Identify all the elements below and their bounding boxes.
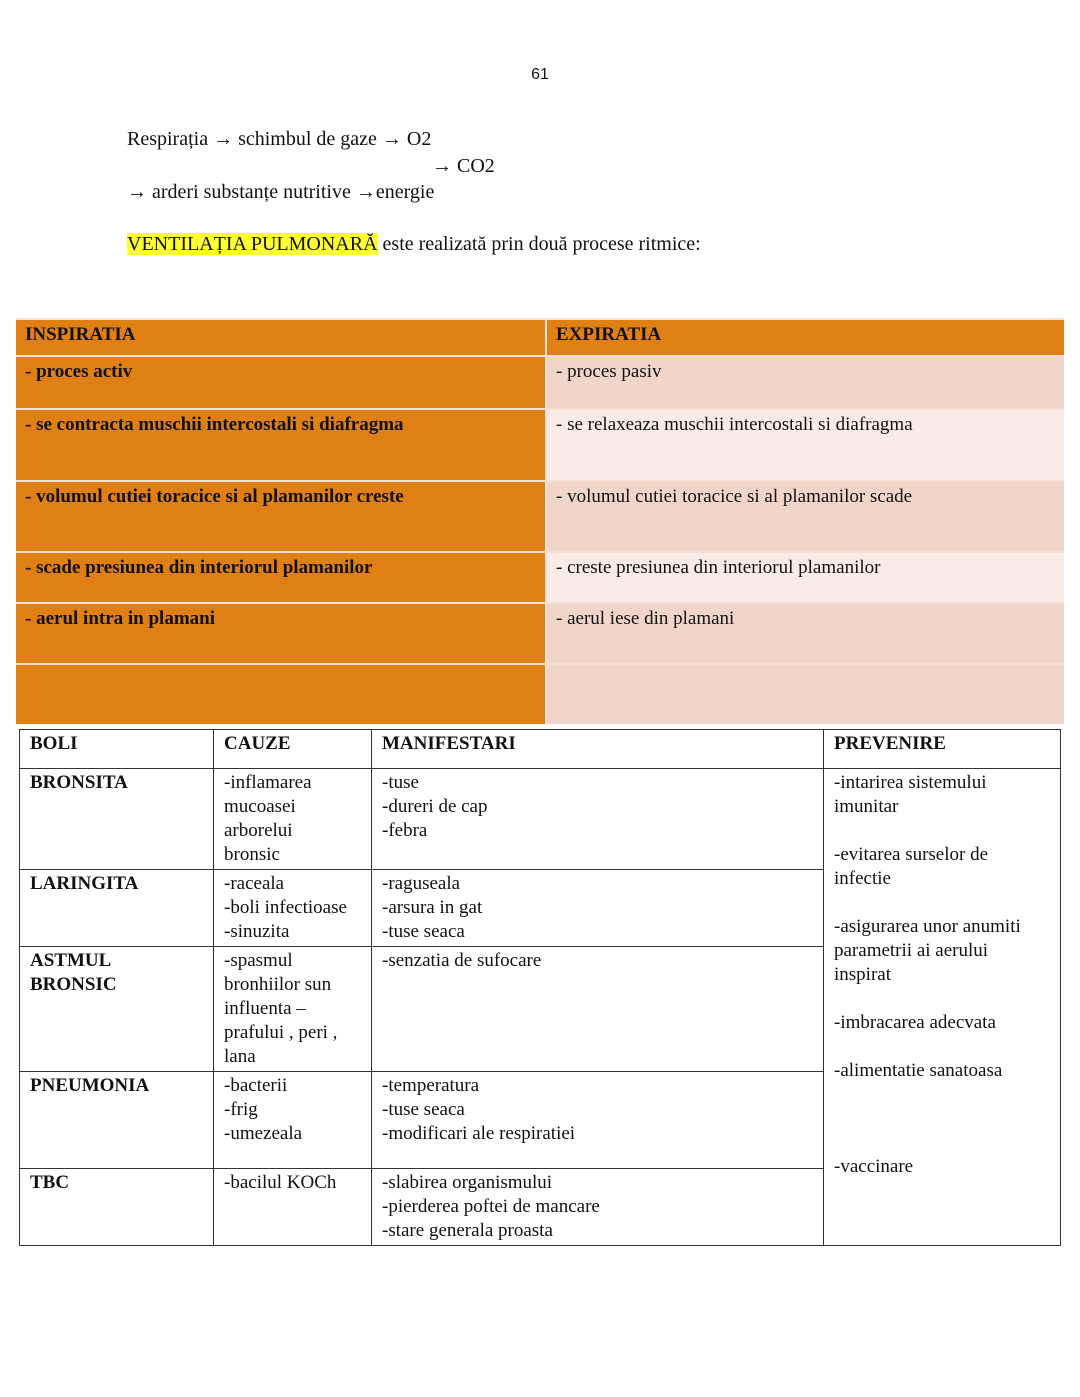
table-row-empty (16, 664, 1064, 724)
intro-line-2: → CO2 (432, 155, 495, 177)
cell-inspiratia: - proces activ (16, 356, 546, 409)
disease-name: PNEUMONIA (20, 1072, 214, 1169)
causes: -bacterii -frig -umezeala (214, 1072, 372, 1169)
ventilation-sentence (127, 233, 701, 256)
prevention: -intarirea sistemului imunitar -evitarea surselor de infectie -asigurarea unor anumiti parametrii ai aerului inspirat -imbracarea adecvata -alimentatie sanatoasa -vaccinare (824, 769, 1061, 1246)
header-prevenire: PREVENIRE (824, 730, 1061, 769)
intro-line-1: Respirația → schimbul de gaze → O2 (127, 128, 432, 150)
header-inspiratia: INSPIRATIA (16, 319, 546, 356)
table-row (16, 603, 1064, 664)
cell-expiratia: - creste presiunea din interiorul plamanilor (546, 552, 1064, 603)
intro-line-3: → arderi substanțe nutritive →energie (127, 181, 435, 203)
manifestations: -temperatura -tuse seaca -modificari ale respiratiei (372, 1072, 824, 1169)
table-row (16, 409, 1064, 481)
causes: -bacilul KOCh (214, 1169, 372, 1246)
header-expiratia: EXPIRATIA (546, 319, 1064, 356)
disease-name: ASTMUL BRONSIC (20, 947, 214, 1072)
header-boli: BOLI (20, 730, 214, 769)
page-number: 61 (531, 66, 549, 83)
disease-name: BRONSITA (20, 769, 214, 870)
highlighted-term: VENTILAȚIA PULMONARĂ (127, 233, 378, 255)
table-row (16, 481, 1064, 552)
respiration-table (16, 318, 1064, 724)
causes: -spasmul bronhiilor sun influenta – prafului , peri , lana (214, 947, 372, 1072)
causes: -inflamarea mucoasei arborelui bronsic (214, 769, 372, 870)
table-row (16, 356, 1064, 409)
table-header-row (16, 319, 1064, 356)
cell-inspiratia: - se contracta muschii intercostali si diafragma (16, 409, 546, 481)
cell-inspiratia: - volumul cutiei toracice si al plamanilor creste (16, 481, 546, 552)
cell-inspiratia (16, 664, 546, 724)
sentence-rest: este realizată prin două procese ritmice: (377, 233, 701, 255)
cell-inspiratia: - aerul intra in plamani (16, 603, 546, 664)
cell-expiratia (546, 664, 1064, 724)
cell-inspiratia: - scade presiunea din interiorul plamanilor (16, 552, 546, 603)
header-cauze: CAUZE (214, 730, 372, 769)
table-row (20, 769, 1061, 870)
cell-expiratia: - proces pasiv (546, 356, 1064, 409)
manifestations: -tuse -dureri de cap -febra (372, 769, 824, 870)
causes: -raceala -boli infectioase -sinuzita (214, 870, 372, 947)
disease-name: TBC (20, 1169, 214, 1246)
cell-expiratia: - volumul cutiei toracice si al plamanilor scade (546, 481, 1064, 552)
table-row (16, 552, 1064, 603)
table-header-row (20, 730, 1061, 769)
disease-table (19, 729, 1061, 1246)
disease-name: LARINGITA (20, 870, 214, 947)
manifestations: -raguseala -arsura in gat -tuse seaca (372, 870, 824, 947)
manifestations: -slabirea organismului -pierderea poftei de mancare -stare generala proasta (372, 1169, 824, 1246)
cell-expiratia: - se relaxeaza muschii intercostali si diafragma (546, 409, 1064, 481)
manifestations: -senzatia de sufocare (372, 947, 824, 1072)
cell-expiratia: - aerul iese din plamani (546, 603, 1064, 664)
header-manifestari: MANIFESTARI (372, 730, 824, 769)
